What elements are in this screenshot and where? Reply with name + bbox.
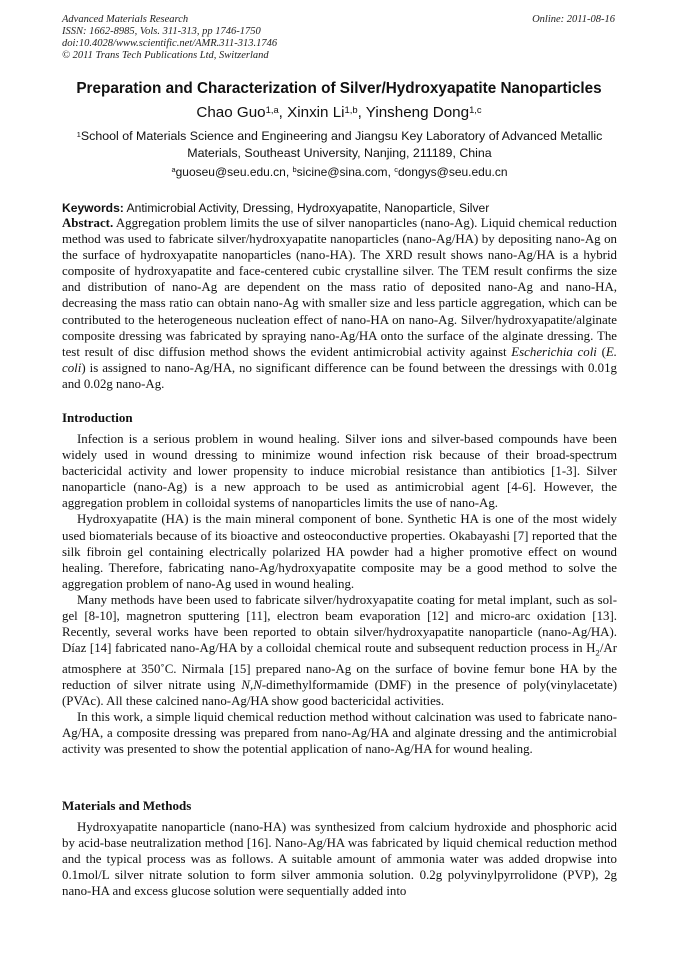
online-date: Online: 2011-08-16: [532, 14, 615, 25]
paragraph: In this work, a simple liquid chemical reduction method without calcination was used to fabricate nano-Ag/HA, a composite dressing was prepared from nano-Ag/HA and alginate dressing and the antimicrobial activity was presented to show the potential application of nano-Ag/HA for wound healing.: [62, 710, 617, 757]
email-sup: b: [292, 164, 297, 174]
journal-header: [62, 14, 615, 62]
keywords: [62, 200, 617, 216]
introduction-heading: Introduction: [62, 410, 133, 425]
email-address[interactable]: sicine@sina.com: [296, 165, 388, 179]
abstract-text: ) is assigned to nano-Ag/HA, no significant difference can be found between the dressings with 0.01g and 0.02g nano-Ag.: [62, 360, 617, 391]
paragraph-text: -dimethylformamide (DMF) in the presence of poly(vinylacetate) (PVAc). All these calcined nano-Ag/HA show good bactericidal activities.: [62, 677, 617, 709]
copyright-line: © 2011 Trans Tech Publications Ltd, Switzerland: [62, 50, 269, 61]
email-sup: a: [171, 164, 176, 174]
affiliation-sup: 1: [76, 129, 81, 139]
email-address[interactable]: dongys@seu.edu.cn: [397, 165, 508, 179]
email-sup: c: [394, 164, 398, 174]
issn-line: ISSN: 1662-8985, Vols. 311-313, pp 1746-1750: [62, 26, 261, 37]
paragraph: [62, 592, 617, 709]
materials-methods-body: [62, 819, 617, 899]
materials-methods-heading: Materials and Methods: [62, 798, 192, 813]
author-name: Chao Guo: [196, 104, 266, 121]
introduction-body: [62, 431, 617, 757]
abstract-text: (: [596, 344, 606, 359]
abstract-label: Abstract.: [62, 216, 114, 230]
species-name: Escherichia coli: [511, 344, 597, 359]
paragraph-text: /Ar atmosphere at 350˚C. Nirmala [15] prepared nano-Ag on the surface of bovine femur bone HA by the reduction of silver nitrate using: [62, 641, 617, 692]
italic-term: N,N: [241, 677, 262, 692]
subscript: 2: [595, 647, 600, 658]
journal-name: Advanced Materials Research: [62, 14, 189, 25]
paper-title: Preparation and Characterization of Silver/Hydroxyapatite Nanoparticles: [76, 80, 602, 97]
email-list: $^a$guoseu@seu.edu.cn, $^b$sicine@sina.com, $^c$dongys@seu.edu.cn: [171, 164, 508, 179]
abstract-text: Aggregation problem limits the use of silver nanoparticles (nano-Ag). Liquid chemical reduction method was used to fabricate silver/hydroxyapatite nanoparticles (nano-Ag/HA) by depositing nano-Ag on the surface of hydroxyapatite nanoparticles (nano-HA). The XRD result shows nano-Ag/HA is a hybrid composite of hydroxyapatite and face-centered cubic crystalline silver. The TEM result confirms the size and distribution of nano-Ag are dependent on the mass ratio of deposited nano-Ag and nano-HA, decreasing the mass ratio can obtain nano-Ag with smaller size and less particle aggregation, which can be contributed to the heterogeneous nucleation effect of nano-HA on nano-Ag. Silver/hydroxyapatite/alginate composite dressing was fabricated by spraying nano-Ag/HA onto the surface of the alginate dressing. The test result of disc diffusion method shows the evident antimicrobial activity against: [62, 216, 617, 359]
paragraph: Hydroxyapatite nanoparticle (nano-HA) was synthesized from calcium hydroxide and phosphoric acid by acid-base neutralization method [16]. Nano-Ag/HA was fabricated by liquid chemical reduction method and the typical process was as follows. A suitable amount of ammonia water was added dropwise into 0.1mol/L silver nitrate solution to form silver ammonia solution. 0.2g polyvinylpyrrolidone (PVP), 2g nano-HA and excess glucose solution were sequentially added into: [62, 820, 617, 899]
doi-line: doi:10.4028/www.scientific.net/AMR.311-313.1746: [62, 38, 278, 49]
paragraph: Infection is a serious problem in wound healing. Silver ions and silver-based compounds have been widely used in wound dressing to minimize wound infection risk because of their broad-spectrum bactericidal activity and lower propensity to induce microbial resistance than antibiotics [1-3]. Silver nanoparticle (nano-Ag) is a new approach to be used as antimicrobial agent [4-6]. However, the aggregation problem in colloidal systems of nanoparticles limits the use of nano-Ag.: [62, 432, 617, 511]
species-abbrev: E. coli: [62, 344, 617, 375]
email-address[interactable]: guoseu@seu.edu.cn: [175, 165, 286, 179]
author-name: Xinxin Li: [287, 104, 345, 121]
author-list: Chao Guo$^{1,a}$, Xinxin Li$^{1,b}$, Yinsheng Dong$^{1,c}$: [196, 104, 482, 121]
author-sup: 1,a: [265, 104, 279, 116]
author-sup: 1,c: [469, 104, 482, 116]
affiliation: [62, 128, 617, 162]
keywords-text: Antimicrobial Activity, Dressing, Hydroxyapatite, Nanoparticle, Silver: [126, 201, 490, 215]
author-sup: 1,b: [344, 104, 358, 116]
paragraph-text: Many methods have been used to fabricate silver/hydroxyapatite coating for metal implant, such as sol-gel [8-10], magnetron sputtering [11], electron beam evaporation [12] and micro-arc oxidation [13]. Recently, several works have been reported to obtain silver/hydroxyapatite nanoparticle (nano-Ag/HA). Díaz [14] fabricated nano-Ag/HA by a colloidal chemical route and subsequent reduction process in H: [62, 592, 617, 656]
author-name: Yinsheng Dong: [365, 104, 470, 121]
keywords-label: Keywords:: [62, 201, 124, 215]
affiliation-text: School of Materials Science and Engineering and Jiangsu Key Laboratory of Advanced Metallic Materials, Southeast University, Nanjing, 211189, China: [80, 129, 603, 160]
abstract: [62, 215, 617, 392]
paragraph: Hydroxyapatite (HA) is the main mineral component of bone. Synthetic HA is one of the most widely used biomaterials because of its bioactive and osteoconductive properties. Okabayashi [7] reported that the silk fibroin gel containing electrically polarized HA powder had a higher promotive effect on wound healing. Therefore, fabricating nano-Ag/hydroxyapatite composite may be a good method to solve the aggregation problem of nano-Ag used in wound healing.: [62, 512, 617, 591]
